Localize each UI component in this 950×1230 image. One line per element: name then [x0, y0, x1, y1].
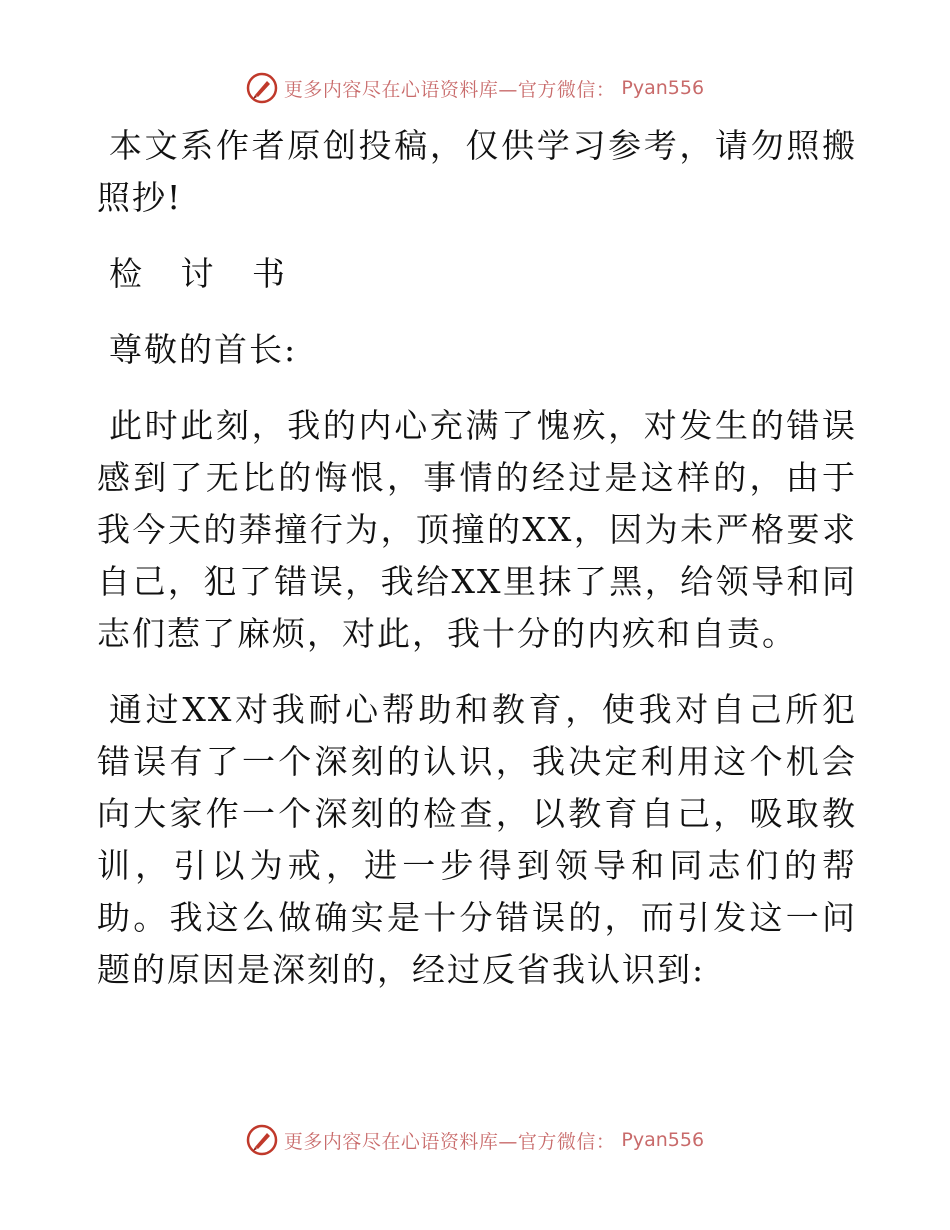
notice-paragraph: 本文系作者原创投稿，仅供学习参考，请勿照搬照抄!	[97, 126, 857, 217]
watermark-text: 更多内容尽在心语资料库—官方微信：	[283, 1130, 616, 1153]
watermark-text: 更多内容尽在心语资料库—官方微信：	[283, 78, 616, 101]
body-paragraph: 通过XX对我耐心帮助和教育，使我对自己所犯错误有了一个深刻的认识，我决定利用这个机会向大家作一个深刻的检查，以教育自己，吸取教训，引以为戒，进一步得到领导和同志们的帮助。我这么做确实是十分错误的，而引发这一问题的原因是深刻的，经过反省我认识到:	[97, 690, 857, 989]
watermark-account: Pyan556	[621, 77, 705, 99]
salutation: 尊敬的首长:	[109, 330, 298, 369]
pen-logo-icon	[246, 72, 278, 104]
body-paragraph: 此时此刻，我的内心充满了愧疚，对发生的错误感到了无比的悔恨，事情的经过是这样的，由于我今天的莽撞行为，顶撞的XX，因为未严格要求自己，犯了错误，我给XX里抹了黑，给领导和同志们惹了麻烦，对此，我十分的内疚和自责。	[97, 406, 857, 653]
pen-logo-icon	[246, 1124, 278, 1156]
header-watermark	[0, 72, 950, 104]
document-body	[97, 120, 857, 1020]
watermark-account: Pyan556	[621, 1129, 705, 1151]
footer-watermark	[0, 1124, 950, 1156]
document-title: 检 讨 书	[109, 254, 299, 293]
